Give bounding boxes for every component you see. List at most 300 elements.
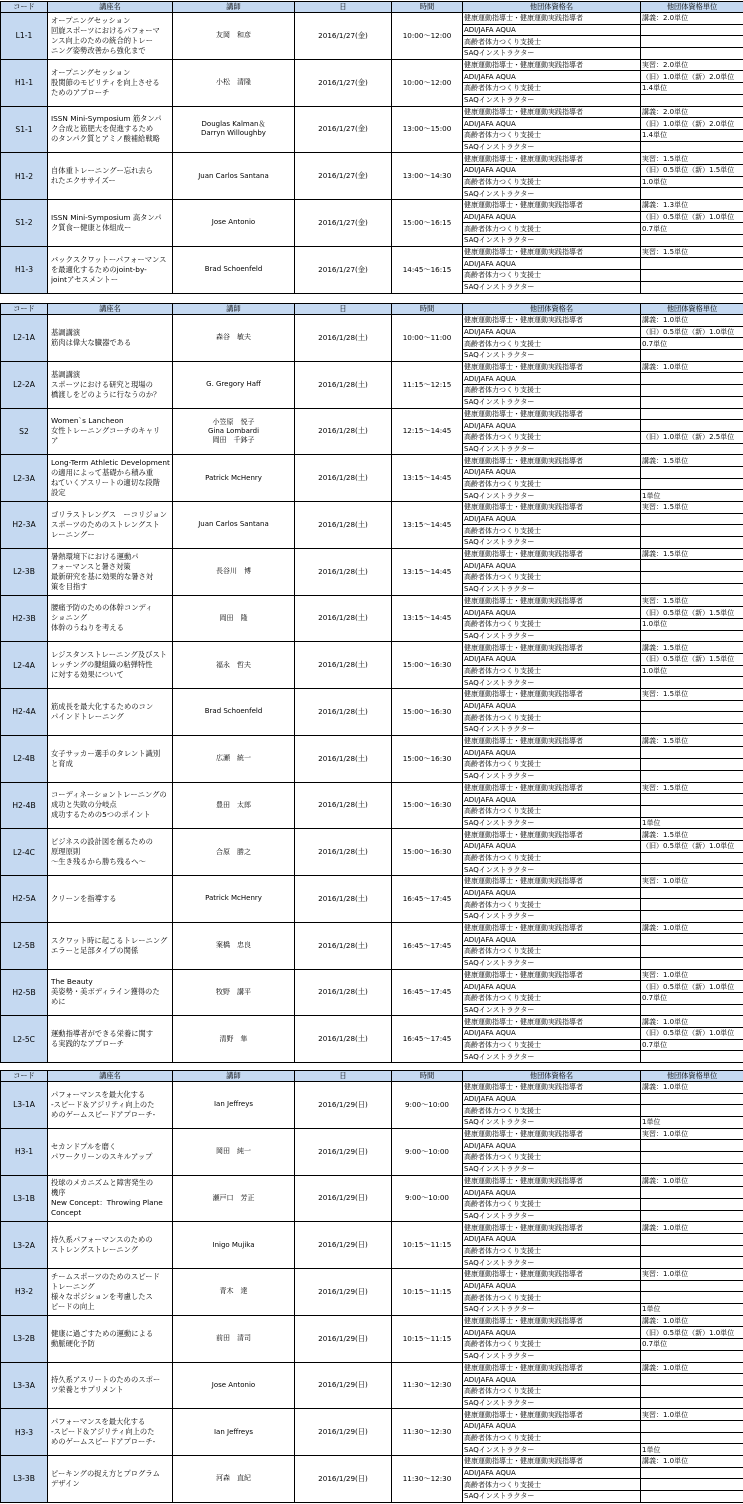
session-title-line: ピーキングの捉え方とプログラム	[51, 1468, 160, 1478]
org-qualification-name: 健康運動指導士・健康運動実践指導者	[463, 361, 641, 373]
session-date: 2016/1/28(土)	[295, 829, 392, 876]
session-title	[48, 1315, 173, 1362]
org-qualification-name: 高齢者体力つくり支援士	[463, 992, 641, 1004]
org-qualification-unit: 1単位	[641, 817, 743, 829]
session-title	[48, 876, 173, 923]
lecturer-line: Juan Carlos Santana	[198, 520, 269, 529]
org-qualification-unit	[641, 805, 743, 817]
session-code: L2-4C	[1, 829, 48, 876]
org-qualification-unit	[641, 630, 743, 642]
org-qualification-name: 健康運動指導士・健康運動実践指導者	[463, 782, 641, 794]
org-qualification-unit: 1単位	[641, 1117, 743, 1129]
session-title-line: の適用によって基礎から積み重	[51, 468, 154, 478]
session-title	[48, 246, 173, 293]
session-time: 11:15～12:15	[392, 361, 463, 408]
lecturer-line: 広瀬 統一	[216, 754, 251, 763]
org-qualification-name: SAQインストラクター	[463, 235, 641, 247]
session-title-line: ク質食ー健康と体組成ー	[51, 222, 132, 232]
session-title-line: 筋肉は偉大な臓器である	[51, 337, 132, 347]
session-title-line: 様々なポジションを考慮したス	[51, 1291, 153, 1301]
session-title	[48, 455, 173, 502]
session-title-line: 成功するための5つのポイント	[51, 810, 151, 820]
org-qualification-name: 高齢者体力つくり支援士	[463, 36, 641, 48]
lecturer-line: 合原 勝之	[216, 847, 251, 856]
org-qualification-unit: 1.4単位	[641, 83, 743, 95]
org-qualification-name: 高齢者体力つくり支援士	[463, 946, 641, 958]
session-date: 2016/1/27(金)	[295, 153, 392, 200]
column-header-time: 時間	[392, 1071, 463, 1082]
lecturer-line: Jose Antonio	[211, 218, 256, 227]
session-time: 15:00～16:30	[392, 829, 463, 876]
header-row	[1, 1071, 743, 1082]
org-qualification-name: 高齢者体力つくり支援士	[463, 1385, 641, 1397]
org-qualification-unit	[641, 1479, 743, 1491]
org-qualification-name: 高齢者体力つくり支援士	[463, 338, 641, 350]
session-title-line: ～生き残るから勝ち残るへ～	[51, 857, 146, 867]
session-row	[1, 548, 743, 560]
org-qualification-name: ADI/JAFA AQUA	[463, 794, 641, 806]
org-qualification-name: ADI/JAFA AQUA	[463, 700, 641, 712]
org-qualification-name: SAQインストラクター	[463, 490, 641, 502]
org-qualification-unit	[641, 677, 743, 689]
org-qualification-unit	[641, 1397, 743, 1409]
org-qualification-name: SAQインストラクター	[463, 1051, 641, 1063]
session-code: L2-5C	[1, 1016, 48, 1063]
org-qualification-name: 健康運動指導士・健康運動実践指導者	[463, 1082, 641, 1094]
session-title-line: レッチングの腱組織の粘弾特性	[51, 660, 153, 670]
session-title-line: -スピード＆アジリティ向上のた	[51, 1427, 155, 1437]
lecturer-name	[173, 200, 295, 247]
session-title-line: れたエクササイズー	[51, 176, 116, 186]
session-title	[48, 502, 173, 549]
org-qualification-unit	[641, 188, 743, 200]
lecturer-name	[173, 153, 295, 200]
session-time: 16:45～17:45	[392, 969, 463, 1016]
org-qualification-name: 高齢者体力つくり支援士	[463, 759, 641, 771]
org-qualification-name: 健康運動指導士・健康運動実践指導者	[463, 1269, 641, 1281]
session-time: 12:15～14:45	[392, 408, 463, 455]
session-title-line: 投球のメカニズムと障害発生の	[51, 1178, 154, 1188]
session-time: 16:45～17:45	[392, 1016, 463, 1063]
org-qualification-name: 健康運動指導士・健康運動実践指導者	[463, 689, 641, 701]
org-qualification-unit	[641, 759, 743, 771]
session-row	[1, 13, 743, 25]
org-qualification-name: 健康運動指導士・健康運動実践指導者	[463, 922, 641, 934]
org-qualification-unit: 0.7単位	[641, 992, 743, 1004]
session-title	[48, 1362, 173, 1409]
org-qualification-name: 高齢者体力つくり支援士	[463, 1105, 641, 1117]
session-title-line: 設定	[51, 488, 66, 498]
session-date: 2016/1/28(土)	[295, 595, 392, 642]
org-qualification-unit	[641, 1233, 743, 1245]
org-qualification-unit	[641, 572, 743, 584]
session-code: H2-3B	[1, 595, 48, 642]
session-title	[48, 153, 173, 200]
session-time: 11:30～12:30	[392, 1362, 463, 1409]
session-code: H2-3A	[1, 502, 48, 549]
session-title-line: バックスクワットーパフォーマンス	[51, 254, 167, 264]
org-qualification-unit	[641, 141, 743, 153]
org-qualification-name: 健康運動指導士・健康運動実践指導者	[463, 153, 641, 165]
session-time: 10:00～11:00	[392, 315, 463, 362]
session-title-line: The Beauty	[51, 977, 93, 987]
org-qualification-unit: 講義：1.0単位	[641, 361, 743, 373]
session-row	[1, 1269, 743, 1281]
session-title-line: パインドトレーニング	[51, 711, 124, 721]
org-qualification-name: SAQインストラクター	[463, 1004, 641, 1016]
org-qualification-unit: （旧）0.5単位（新）1.5単位	[641, 607, 743, 619]
session-date: 2016/1/29(日)	[295, 1082, 392, 1129]
lecturer-line: Ian Jeffreys	[213, 1100, 254, 1109]
org-qualification-name: 高齢者体力つくり支援士	[463, 129, 641, 141]
org-qualification-unit: （旧）0.5単位（新）1.0単位	[641, 326, 743, 338]
column-header-code: コード	[1, 304, 48, 315]
org-qualification-name: 高齢者体力つくり支援士	[463, 899, 641, 911]
session-row	[1, 408, 743, 420]
session-title-line: スクワット時に起こるトレーニング	[51, 935, 168, 945]
lecturer-name	[173, 782, 295, 829]
session-row	[1, 246, 743, 258]
session-row	[1, 455, 743, 467]
lecturer-name	[173, 876, 295, 923]
lecturer-name	[173, 1315, 295, 1362]
session-code: L2-3B	[1, 548, 48, 595]
org-qualification-unit	[641, 1350, 743, 1362]
session-date: 2016/1/28(土)	[295, 455, 392, 502]
session-date: 2016/1/28(土)	[295, 361, 392, 408]
session-title	[48, 829, 173, 876]
org-qualification-unit	[641, 1467, 743, 1479]
lecturer-line: 瀬戸口 芳正	[212, 1193, 255, 1202]
org-qualification-unit: （旧）0.5単位（新）1.5単位	[641, 653, 743, 665]
session-title-line: パフォーマンスを最大化する	[51, 1089, 146, 1099]
org-qualification-unit	[641, 852, 743, 864]
session-title-line: めに	[51, 997, 66, 1007]
org-qualification-name: 健康運動指導士・健康運動実践指導者	[463, 59, 641, 71]
session-row	[1, 1082, 743, 1094]
session-title-line: 成功と失敗の分岐点	[51, 800, 117, 810]
org-qualification-unit: 講義：1.5単位	[641, 735, 743, 747]
org-qualification-name: 高齢者体力つくり支援士	[463, 712, 641, 724]
session-date: 2016/1/28(土)	[295, 689, 392, 736]
org-qualification-unit	[641, 700, 743, 712]
session-row	[1, 642, 743, 654]
session-code: L2-5B	[1, 922, 48, 969]
org-qualification-unit	[641, 1140, 743, 1152]
lecturer-name	[173, 1128, 295, 1175]
org-qualification-name: SAQインストラクター	[463, 864, 641, 876]
org-qualification-name: ADI/JAFA AQUA	[463, 1093, 641, 1105]
org-qualification-name: 健康運動指導士・健康運動実践指導者	[463, 1315, 641, 1327]
lecturer-name	[173, 106, 295, 153]
lecturer-line: Patrick McHenry	[205, 473, 262, 482]
lecturer-line: Darryn Willoughby	[201, 129, 266, 138]
column-header-date: 日	[295, 2, 392, 13]
lecturer-name	[173, 1082, 295, 1129]
session-code: S1-2	[1, 200, 48, 247]
lecturer-line: Douglas Kalman＆	[201, 120, 266, 129]
org-qualification-unit: 0.7単位	[641, 338, 743, 350]
session-time: 14:45～16:15	[392, 246, 463, 293]
schedule-table	[0, 1070, 743, 1503]
session-title-line: 回旋スポーツにおけるパフォーマ	[51, 25, 160, 35]
org-qualification-unit: （旧）0.5単位（新）1.0単位	[641, 840, 743, 852]
session-title-line: 暑熱環境下における運動パ	[51, 551, 139, 561]
session-title-line: ク合成と筋肥大を促進するため	[51, 124, 154, 134]
org-qualification-unit	[641, 24, 743, 36]
org-qualification-unit: （旧）0.5単位（新）1.0単位	[641, 1027, 743, 1039]
session-title	[48, 408, 173, 455]
org-qualification-name: SAQインストラクター	[463, 396, 641, 408]
org-qualification-unit	[641, 1432, 743, 1444]
session-row	[1, 782, 743, 794]
session-title-line: エラーと足部タイプの関係	[51, 945, 139, 955]
org-qualification-unit: 講義：1.5単位	[641, 829, 743, 841]
session-date: 2016/1/28(土)	[295, 922, 392, 969]
session-date: 2016/1/29(日)	[295, 1175, 392, 1222]
lecturer-line: Inigo Mujika	[212, 1240, 255, 1249]
session-date: 2016/1/28(土)	[295, 502, 392, 549]
session-title	[48, 969, 173, 1016]
session-time: 9:00～10:00	[392, 1082, 463, 1129]
org-qualification-unit	[641, 443, 743, 455]
org-qualification-unit: （旧）1.0単位（新）2.0単位	[641, 71, 743, 83]
column-header-time: 時間	[392, 2, 463, 13]
session-code: L1-1	[1, 13, 48, 60]
session-code: L3-2A	[1, 1222, 48, 1269]
org-qualification-unit: 講義：1.0単位	[641, 1016, 743, 1028]
session-code: S1-1	[1, 106, 48, 153]
session-title-line: を最適化するためのjoint-by-	[51, 264, 147, 274]
session-title-line: ビジネスの設計図を創るための	[51, 837, 153, 847]
lecturer-name	[173, 1016, 295, 1063]
session-title-line: 筋成長を最大化するためのコン	[51, 701, 154, 711]
org-qualification-name: 高齢者体力つくり支援士	[463, 572, 641, 584]
org-qualification-name: 健康運動指導士・健康運動実践指導者	[463, 1456, 641, 1468]
session-title-line: 股関節のモビリティを向上させる	[51, 77, 160, 87]
session-code: L2-2A	[1, 361, 48, 408]
org-qualification-name: ADI/JAFA AQUA	[463, 653, 641, 665]
session-title	[48, 1222, 173, 1269]
lecturer-line: 森谷 敏夫	[216, 333, 251, 342]
org-qualification-unit	[641, 1105, 743, 1117]
session-title	[48, 735, 173, 782]
lecturer-name	[173, 642, 295, 689]
session-title-line: 策を目指す	[51, 581, 88, 591]
session-title-line: クリーンを指導する	[51, 893, 117, 903]
org-qualification-name: SAQインストラクター	[463, 350, 641, 362]
column-header-unit: 他団体資格単位	[641, 1071, 743, 1082]
session-title-line: 女子サッカー選手のタレント識別	[51, 748, 161, 758]
session-title	[48, 548, 173, 595]
lecturer-name	[173, 735, 295, 782]
session-time: 16:45～17:45	[392, 876, 463, 923]
org-qualification-name: 健康運動指導士・健康運動実践指導者	[463, 829, 641, 841]
org-qualification-unit	[641, 1198, 743, 1210]
org-qualification-name: 高齢者体力つくり支援士	[463, 852, 641, 864]
session-title	[48, 106, 173, 153]
session-date: 2016/1/29(日)	[295, 1362, 392, 1409]
org-qualification-name: 高齢者体力つくり支援士	[463, 176, 641, 188]
session-row	[1, 315, 743, 327]
session-title-line: ピードの向上	[51, 1301, 95, 1311]
org-qualification-unit: 1単位	[641, 1444, 743, 1456]
org-qualification-name: ADI/JAFA AQUA	[463, 373, 641, 385]
org-qualification-unit: 1.0単位	[641, 176, 743, 188]
session-title-line: ンス向上のための統合的トレー	[51, 35, 153, 45]
session-time: 15:00～16:30	[392, 642, 463, 689]
org-qualification-unit	[641, 1385, 743, 1397]
lecturer-name	[173, 1222, 295, 1269]
session-row	[1, 153, 743, 165]
org-qualification-unit: 実習：1.0単位	[641, 876, 743, 888]
session-row	[1, 1016, 743, 1028]
org-qualification-name: SAQインストラクター	[463, 770, 641, 782]
column-header-lecturer: 講師	[173, 2, 295, 13]
org-qualification-name: ADI/JAFA AQUA	[463, 1027, 641, 1039]
session-date: 2016/1/27(金)	[295, 246, 392, 293]
org-qualification-unit: 講義：2.0単位	[641, 106, 743, 118]
org-qualification-unit	[641, 1280, 743, 1292]
org-qualification-unit: 実習：1.0単位	[641, 1409, 743, 1421]
org-qualification-unit	[641, 560, 743, 572]
lecturer-line: Ian Jeffreys	[213, 1427, 254, 1436]
session-title-line: ツ栄養とサプリメント	[51, 1385, 124, 1395]
session-title-line: ストレングストレーニング	[51, 1245, 139, 1255]
session-title	[48, 642, 173, 689]
org-qualification-unit	[641, 1491, 743, 1503]
org-qualification-unit: （旧）0.5単位（新）1.0単位	[641, 211, 743, 223]
session-title-line: ISSN Mini-Symposium 高タンパ	[51, 212, 162, 222]
session-row	[1, 969, 743, 981]
session-date: 2016/1/28(土)	[295, 735, 392, 782]
session-time: 13:15～14:45	[392, 502, 463, 549]
session-title	[48, 1409, 173, 1456]
session-date: 2016/1/27(金)	[295, 59, 392, 106]
org-qualification-unit	[641, 794, 743, 806]
session-title-line: 原理原則	[51, 847, 81, 857]
org-qualification-name: SAQインストラクター	[463, 1117, 641, 1129]
org-qualification-unit	[641, 525, 743, 537]
lecturer-name	[173, 829, 295, 876]
column-header-date: 日	[295, 1071, 392, 1082]
lecturer-line: 案橋 忠良	[216, 941, 251, 950]
session-time: 15:00～16:30	[392, 735, 463, 782]
session-time: 13:15～14:45	[392, 455, 463, 502]
lecturer-name	[173, 1269, 295, 1316]
org-qualification-unit	[641, 864, 743, 876]
org-qualification-unit: 1.0単位	[641, 618, 743, 630]
session-title-line: フォーマンスと暑さ対策	[51, 561, 131, 571]
session-date: 2016/1/29(日)	[295, 1128, 392, 1175]
org-qualification-unit: 1単位	[641, 1304, 743, 1316]
session-title	[48, 1082, 173, 1129]
org-qualification-unit	[641, 48, 743, 60]
org-qualification-unit: 実習：1.5単位	[641, 502, 743, 514]
org-qualification-name: SAQインストラクター	[463, 630, 641, 642]
session-title-line: 運動指導者ができる栄養に関す	[51, 1029, 154, 1039]
session-time: 15:00～16:30	[392, 689, 463, 736]
org-qualification-unit	[641, 1210, 743, 1222]
org-qualification-name: 高齢者体力つくり支援士	[463, 1198, 641, 1210]
session-time: 13:15～14:45	[392, 595, 463, 642]
org-qualification-name: ADI/JAFA AQUA	[463, 840, 641, 852]
session-title-line: めのゲームスピードアプローチ-	[51, 1437, 156, 1447]
org-qualification-name: SAQインストラクター	[463, 188, 641, 200]
session-date: 2016/1/28(土)	[295, 548, 392, 595]
lecturer-line: Patrick McHenry	[205, 894, 262, 903]
org-qualification-name: 健康運動指導士・健康運動実践指導者	[463, 1409, 641, 1421]
org-qualification-unit: 0.7単位	[641, 1039, 743, 1051]
lecturer-name	[173, 361, 295, 408]
org-qualification-unit	[641, 747, 743, 759]
session-title-line: 腰痛予防のための体幹コンディ	[51, 603, 153, 613]
lecturer-line: 河森 直紀	[216, 1474, 251, 1483]
org-qualification-unit	[641, 1292, 743, 1304]
org-qualification-unit	[641, 1187, 743, 1199]
session-row	[1, 1409, 743, 1421]
session-title-line: jointアセスメントー	[51, 274, 119, 284]
session-title-line: ISSN Mini-Symposium 筋タンパ	[51, 114, 162, 124]
org-qualification-unit: 講義：1.5単位	[641, 642, 743, 654]
lecturer-line: 福永 哲夫	[216, 660, 251, 669]
session-title-line: ショニング	[51, 613, 88, 623]
org-qualification-name: SAQインストラクター	[463, 1210, 641, 1222]
org-qualification-unit	[641, 396, 743, 408]
session-title-line: セカンドプルを磨く	[51, 1141, 117, 1151]
session-time: 10:00～12:00	[392, 13, 463, 60]
column-header-code: コード	[1, 2, 48, 13]
org-qualification-unit: 講義：1.5単位	[641, 455, 743, 467]
org-qualification-unit	[641, 770, 743, 782]
org-qualification-name: ADI/JAFA AQUA	[463, 981, 641, 993]
session-title	[48, 595, 173, 642]
org-qualification-unit	[641, 420, 743, 432]
session-title-line: 動脈硬化予防	[51, 1338, 95, 1348]
org-qualification-name: ADI/JAFA AQUA	[463, 24, 641, 36]
session-title-line: 持久系アスリートのためのスポー	[51, 1375, 161, 1385]
session-time: 11:30～12:30	[392, 1409, 463, 1456]
session-date: 2016/1/29(日)	[295, 1409, 392, 1456]
org-qualification-name: 高齢者体力つくり支援士	[463, 270, 641, 282]
lecturer-name	[173, 689, 295, 736]
session-title	[48, 361, 173, 408]
session-title-line: オープニングセッション	[51, 67, 131, 77]
session-time: 15:00～16:30	[392, 782, 463, 829]
org-qualification-name: SAQインストラクター	[463, 48, 641, 60]
org-qualification-name: ADI/JAFA AQUA	[463, 466, 641, 478]
lecturer-line: G. Gregory Haff	[206, 380, 261, 389]
session-time: 9:00～10:00	[392, 1128, 463, 1175]
session-title-line: デザイン	[51, 1478, 80, 1488]
org-qualification-unit: 実習：1.5単位	[641, 689, 743, 701]
session-title-line: めのゲームスピードアプローチ-	[51, 1109, 156, 1119]
org-qualification-unit: 講義：1.0単位	[641, 1222, 743, 1234]
session-title-line: ゴリラストレングス ーコリジョン	[51, 509, 167, 519]
org-qualification-name: 高齢者体力つくり支援士	[463, 1339, 641, 1351]
org-qualification-unit	[641, 946, 743, 958]
session-time: 13:00～15:00	[392, 106, 463, 153]
schedule-table	[0, 303, 743, 1063]
lecturer-line: Gina Lombardi	[207, 426, 260, 435]
lecturer-line: 小松 清隆	[216, 78, 251, 87]
session-code: S2	[1, 408, 48, 455]
org-qualification-unit	[641, 1374, 743, 1386]
header-row	[1, 304, 743, 315]
lecturer-line: 長谷川 博	[216, 567, 251, 576]
org-qualification-unit: （旧）1.0単位（新）2.5単位	[641, 431, 743, 443]
org-qualification-name: 高齢者体力つくり支援士	[463, 525, 641, 537]
